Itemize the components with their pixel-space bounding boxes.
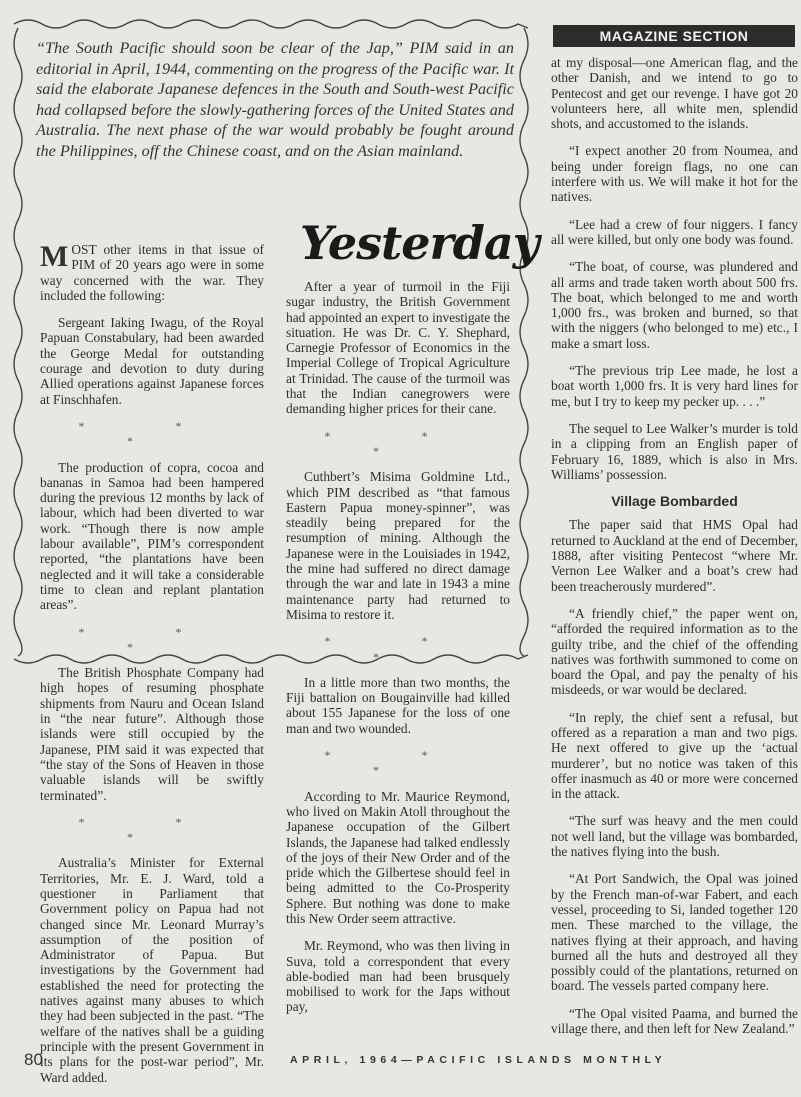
right-paragraph-10: “The surf was heavy and the men could not well land, but the village was bombarded, the natives flying into the bush. xyxy=(551,813,798,860)
right-column xyxy=(551,55,798,1048)
page-footer xyxy=(0,1050,801,1080)
right-paragraph-8: “A friendly chief,” the paper went on, “afforded the required information as to the guilty tribe, and the chief of the offending natives was forthwith summoned to come on board the Opal, and pay the penalty of his misdeeds, or war would be declared. xyxy=(551,605,798,698)
left-paragraph-4: The British Phosphate Company had high hopes of resuming phosphate shipments from Nauru and Ocean Island in “the near future”. Although those islands were still occupied by the Japanese, PIM said it was expected that “the stay of the Sons of Heaven in those valuable islands will be swiftly terminated”. xyxy=(40,665,264,803)
right-paragraph-6: The sequel to Lee Walker’s murder is told in a clipping from an English paper of February 16, 1889, which is also in Mrs. Williams’ possession. xyxy=(551,420,798,482)
middle-paragraph-2: Cuthbert’s Misima Goldmine Ltd., which PIM described as “that famous Eastern Papua money-spinner”, was steadily being prepared for the resumption of mining. Although the Japanese were in the Louisiades in 1942, the mine had suffered no direct damage through the war and late in 1943 a mine maintenance party had returned to Misima to restore it. xyxy=(286,469,510,622)
middle-paragraph-3: In a little more than two months, the Fiji battalion on Bougainville had killed about 155 Japanese for the loss of one man and two wounded. xyxy=(286,674,510,736)
section-divider-stars: * * * xyxy=(324,634,472,664)
right-paragraph-9: “In reply, the chief sent a refusal, but offered as a reparation a man and two pigs. He next offered to give up the ‘actual murderer’, but no notice was taken of this offer inasmuch as 40 or more were concerned in the attack. xyxy=(551,709,798,802)
section-divider-stars: * * * xyxy=(324,428,472,458)
intro-text: “The South Pacific should soon be clear of the Jap,” PIM said in an editorial in April, 1944, commenting on the progress of the Pacific war. It said the elaborate Japanese defences in the South and South-west Pacific had collapsed before the slowly-gathering forces of the United States and Australia. The next phase of the war would probably be fought around the Philippines, off the Chinese coast, and on the Asian mainland. xyxy=(36,39,514,160)
left-paragraph-2: Sergeant Iaking Iwagu, of the Royal Papuan Constabulary, had been awarded the George Medal for outstanding courage and devotion to duty during Allied operations against Japanese forces at Finschhafen. xyxy=(40,315,264,407)
right-paragraph-5: “The previous trip Lee made, he lost a boat worth 1,000 frs. It is very hard lines for me, but I try to keep my pecker up. . . .” xyxy=(551,363,798,409)
magazine-section-banner: MAGAZINE SECTION xyxy=(553,25,795,47)
section-divider-stars: * * * xyxy=(78,624,226,654)
section-divider-stars: * * * xyxy=(78,814,226,845)
yesterday-masthead: Yesterday xyxy=(300,216,539,270)
editorial-intro xyxy=(36,38,514,162)
left-paragraph-5: Australia’s Minister for External Territories, Mr. E. J. Ward, told a questioner in Parliament that Government policy on Papua had not changed since Mr. Leonard Murray’s assumption of the position of Administrator of Papua. But investigations by the Government had established the need for protecting the natives against many abuses to which they had been subjected in the past. “The welfare of the natives shall be a guiding principle with the present Government in its plans for the post-war period”, Mr. Ward added. xyxy=(40,855,264,1085)
right-paragraph-12: “The Opal visited Paama, and burned the village there, and then left for New Zealand.” xyxy=(551,1005,798,1037)
middle-paragraph-4: According to Mr. Maurice Reymond, who lived on Makin Atoll throughout the Japanese occupation of the Gilbert Islands, the Japanese had talked endlessly of the joys of their New Order and of the pride which the Gilbertese should feel in being admitted to the Co-Prosperity Sphere. But nothing was done to make this New Order seem attractive. xyxy=(286,788,510,926)
left-paragraph-3: The production of copra, cocoa and bananas in Samoa had been hampered during the previous 12 months by lack of labour, which had been diverted to war work. “Though there is now ample labour available”, PIM’s correspondent reported, “the plantations have been neglected and it will take a considerable time to clean and replant plantation areas”. xyxy=(40,459,264,613)
middle-column xyxy=(286,279,510,1027)
middle-paragraph-1: After a year of turmoil in the Fiji sugar industry, the British Government had appointed an expert to investigate the situation. He was Dr. C. Y. Shephard, Carnegie Professor of Economics in the Imperial College of Tropical Agriculture at Trinidad. The cause of the turmoil was that the Indian canegrowers were demanding higher prices for their cane. xyxy=(286,279,510,417)
right-paragraph-4: “The boat, of course, was plundered and all arms and trade taken worth about 500 frs. The boat, which belonged to me and worth 1,000 frs., was broken and burned, so that with the niggers (who belonged to me) etc., I make a smart loss. xyxy=(551,259,798,351)
middle-paragraph-5: Mr. Reymond, who was then living in Suva, told a correspondent that every able-bodied man had been brusquely mobilised to work for the Japs without pay, xyxy=(286,938,510,1015)
left-column xyxy=(40,242,264,1097)
section-divider-stars: * * * xyxy=(324,748,472,778)
section-divider-stars: * * * xyxy=(78,418,226,449)
right-paragraph-1: at my disposal—one American flag, and the other Danish, and we intend to go to Pentecost and get our revenge. I have got 20 volunteers here, all white men, splendid shots, and accustomed to the islands. xyxy=(551,55,798,132)
drop-cap: M xyxy=(40,240,69,273)
right-paragraph-11: “At Port Sandwich, the Opal was joined by the French man-of-war Fabert, and each vessel, proceeding to Si, landed together 120 men. These marched to the village, the natives flying at their approach, and having burned all the huts and destroyed all they possibly could of the plantations, returned on board. The vessels parted company here. xyxy=(551,871,798,994)
subheading-village-bombarded: Village Bombarded xyxy=(611,493,738,510)
left-paragraph-1: MOST other items in that issue of PIM of 20 years ago were in some way concerned with the war. They included the following: xyxy=(40,240,264,303)
right-paragraph-7: The paper said that HMS Opal had returned to Auckland at the end of December, 1888, after visiting Pentecost “where Mr. Vernon Lee Walker and a boat’s crew had been treacherously murdered”. xyxy=(551,517,798,594)
page-number: 80 xyxy=(24,1050,43,1069)
right-paragraph-2: “I expect another 20 from Noumea, and being under foreign flags, no one can interfere with us. We will make it hot for the natives. xyxy=(551,143,798,205)
publication-footer: APRIL, 1964—PACIFIC ISLANDS MONTHLY xyxy=(290,1054,667,1066)
right-paragraph-3: “Lee had a crew of four niggers. I fancy all were killed, but only one body was found. xyxy=(551,216,798,247)
